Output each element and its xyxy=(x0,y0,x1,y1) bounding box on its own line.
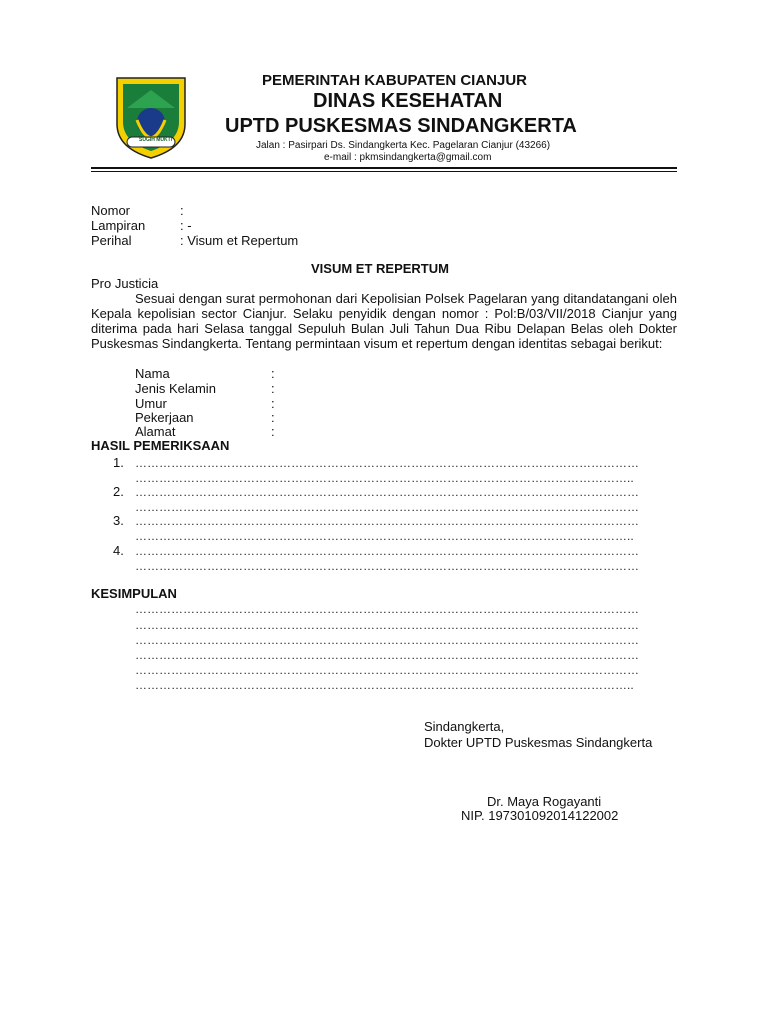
nomor-value: : xyxy=(180,203,184,218)
salutation: Pro Justicia xyxy=(91,276,159,291)
perihal-value: : Visum et Repertum xyxy=(180,233,299,248)
identity-label: Alamat xyxy=(135,424,176,439)
header-government: PEMERINTAH KABUPATEN CIANJUR xyxy=(262,72,528,89)
hasil-item-line: …………………………………………………………………………………………………………….. xyxy=(135,471,634,485)
kesimpulan-heading: KESIMPULAN xyxy=(91,586,177,601)
signature-nip: NIP. 197301092014122002 xyxy=(461,808,619,823)
hasil-item-line: ……………………………………………………………………………………………………………… xyxy=(135,485,639,499)
lampiran-value: : - xyxy=(180,218,192,233)
header-address: Jalan : Pasirpari Ds. Sindangkerta Kec. Pagelaran Cianjur (43266) xyxy=(256,140,551,151)
hasil-item-number: 3. xyxy=(113,513,124,528)
identity-value: : xyxy=(271,410,275,425)
kesimpulan-line: ……………………………………………………………………………………………………………… xyxy=(135,633,639,647)
header-rule-thick xyxy=(91,167,677,169)
document-title: VISUM ET REPERTUM xyxy=(311,261,449,276)
identity-label: Nama xyxy=(135,366,170,381)
signature-name: Dr. Maya Rogayanti xyxy=(487,794,602,809)
hasil-item-number: 2. xyxy=(113,484,124,499)
kesimpulan-line: ……………………………………………………………………………………………………………… xyxy=(135,602,639,616)
header-email: e-mail : pkmsindangkerta@gmail.com xyxy=(324,152,492,163)
logo-motto: SUGIH MUKTI xyxy=(139,137,173,143)
body-paragraph: Sesuai dengan surat permohonan dari Kepolisian Polsek Pagelaran yang ditandatangani oleh Kepala kepolisian sector Cianjur. Selaku penyidik dengan nomor : Pol:B/03/VII/2018 Cianjur yang diterima pada hari Selasa tanggal Sepuluh Bulan Juli Tahun Dua Ribu Delapan Belas oleh Dokter Puskesmas Sindangkerta. Tentang permintaan visum et repertum dengan identitas sebagai berikut: xyxy=(91,291,677,351)
identity-value: : xyxy=(271,381,275,396)
hasil-heading: HASIL PEMERIKSAAN xyxy=(91,438,230,453)
identity-value: : xyxy=(271,424,275,439)
hasil-item-number: 1. xyxy=(113,455,124,470)
hasil-item-line: ……………………………………………………………………………………………………………… xyxy=(135,559,639,573)
header-department: DINAS KESEHATAN xyxy=(313,90,503,112)
header-organization: UPTD PUSKESMAS SINDANGKERTA xyxy=(225,115,577,137)
header-rule-thin xyxy=(91,171,677,172)
cianjur-logo xyxy=(113,74,189,160)
lampiran-label: Lampiran xyxy=(91,218,146,233)
identity-value: : xyxy=(271,396,275,411)
kesimpulan-line: ……………………………………………………………………………………………………………… xyxy=(135,648,639,662)
identity-label: Umur xyxy=(135,396,167,411)
hasil-item-line: ……………………………………………………………………………………………………………… xyxy=(135,544,639,558)
signature-place: Sindangkerta, xyxy=(424,719,505,734)
hasil-item-line: …………………………………………………………………………………………………………….. xyxy=(135,529,634,543)
hasil-item-line: ……………………………………………………………………………………………………………… xyxy=(135,514,639,528)
hasil-item-line: ……………………………………………………………………………………………………………… xyxy=(135,456,639,470)
kesimpulan-line: …………………………………………………………………………………………………………….. xyxy=(135,678,634,692)
perihal-label: Perihal xyxy=(91,233,132,248)
hasil-item-line: ……………………………………………………………………………………………………………… xyxy=(135,500,639,514)
nomor-label: Nomor xyxy=(91,203,131,218)
identity-label: Jenis Kelamin xyxy=(135,381,216,396)
identity-label: Pekerjaan xyxy=(135,410,194,425)
kesimpulan-line: ……………………………………………………………………………………………………………… xyxy=(135,618,639,632)
identity-value: : xyxy=(271,366,275,381)
signature-position: Dokter UPTD Puskesmas Sindangkerta xyxy=(424,735,653,750)
hasil-item-number: 4. xyxy=(113,543,124,558)
kesimpulan-line: ……………………………………………………………………………………………………………… xyxy=(135,663,639,677)
